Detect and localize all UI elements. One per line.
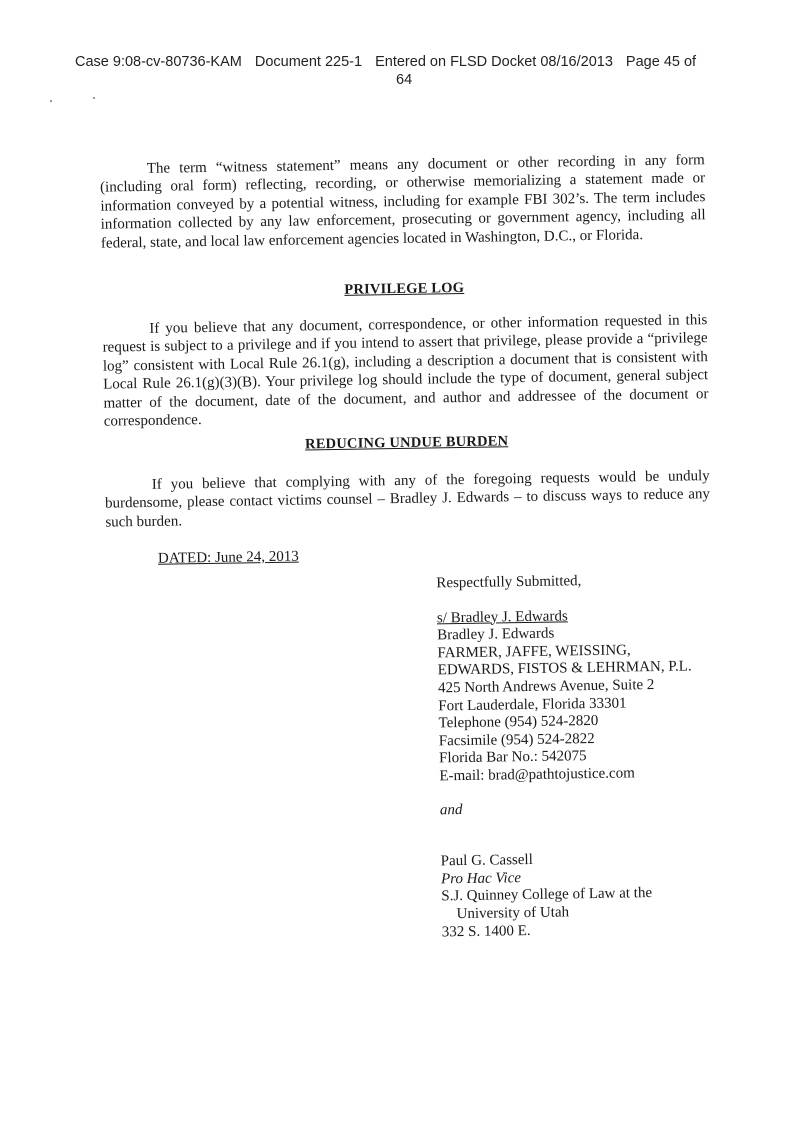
closing: Respectfully Submitted, (436, 573, 582, 592)
signature-block (436, 571, 696, 941)
dated-line: DATED: June 24, 2013 (157, 548, 299, 567)
telephone: Telephone (954) 524-2820 (438, 713, 599, 732)
conjunction-and: and (439, 801, 463, 818)
privilege-log-heading: PRIVILEGE LOG (344, 279, 465, 298)
page-total: 64 (396, 72, 413, 88)
docket-entry: Entered on FLSD Docket 08/16/2013 (375, 54, 613, 70)
co-counsel-name: Paul G. Cassell (440, 852, 533, 870)
attorney-name: Bradley J. Edwards (437, 625, 555, 644)
college-line2: University of Utah (456, 904, 570, 923)
pro-hac-vice: Pro Hac Vice (440, 869, 522, 888)
address-line1: 425 North Andrews Avenue, Suite 2 (437, 676, 655, 697)
firm-name-line1: FARMER, JAFFE, WEISSING, (437, 642, 631, 662)
bar-number: Florida Bar No.: 542075 (439, 748, 587, 767)
facsimile: Facsimile (954) 524-2822 (438, 730, 595, 750)
address-line3: 332 S. 1400 E. (441, 922, 531, 940)
electronic-signature: s/ Bradley J. Edwards (436, 607, 568, 627)
undue-burden-paragraph: If you believe that complying with any of the foregoing requests would be unduly burdensome, please contact victims counsel – Bradley J. Edwards – to discuss ways to reduce any such burden. (104, 468, 711, 531)
document-number: Document 225-1 (254, 54, 363, 70)
page-number: Page 45 of (625, 54, 697, 70)
case-number: Case 9:08-cv-80736-KAM (75, 54, 242, 70)
undue-burden-heading: REDUCING UNDUE BURDEN (304, 433, 509, 453)
privilege-log-paragraph: If you believe that any document, correspondence, or other information requested in this request is subject to a privilege and if you intend to assert that privilege, please provide a “privilege log” consistent with Local Rule 26.1(g), including a description a document that is consistent with Local Rule 26.1(g)(3)(B). Your privilege log should include the type of document, general subject matter of the document, date of the document, and author and addressee of the document or correspondence. (102, 312, 709, 430)
email: E-mail: brad@pathtojustice.com (439, 765, 635, 785)
college-line1: S.J. Quinney College of Law at the (441, 885, 653, 905)
witness-statement-paragraph: The term “witness statement” means any document or other recording in any form (including oral form) reflecting, recording, or otherwise memorializing a statement made or information conveyed by a potential witness, including for example FBI 302’s. The term includes information collected by any law enforcement, prosecuting or government agency, including all federal, state, and local law enforcement agencies located in Washington, D.C., or Florida. (99, 152, 706, 252)
address-line2: Fort Lauderdale, Florida 33301 (438, 695, 627, 714)
firm-name-line2: EDWARDS, FISTOS & LEHRMAN, P.L. (437, 658, 692, 679)
